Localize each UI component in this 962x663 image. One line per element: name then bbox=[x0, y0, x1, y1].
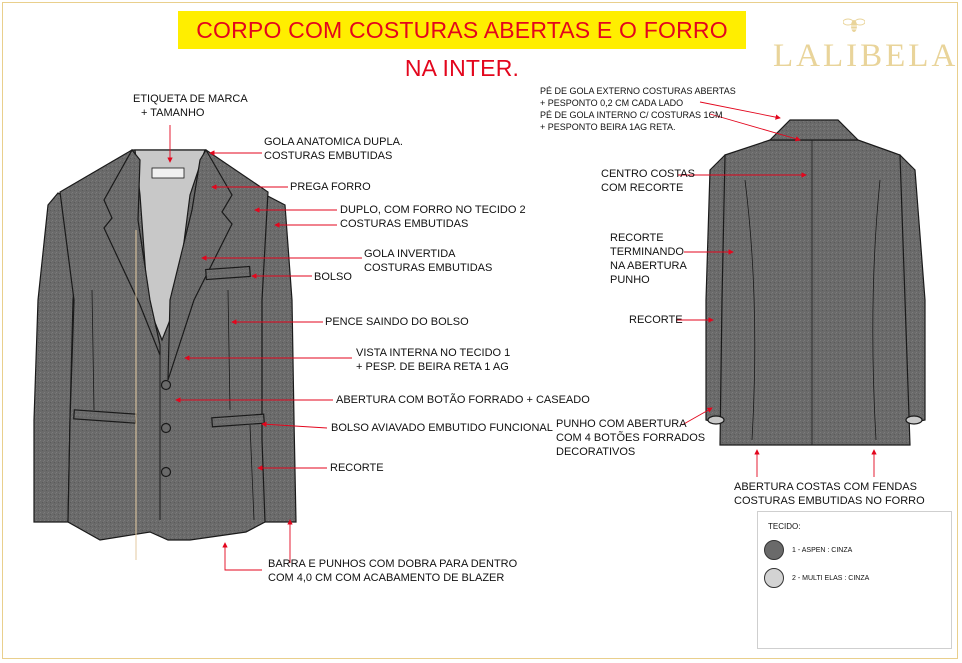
label-gola: GOLA ANATOMICA DUPLA. COSTURAS EMBUTIDAS bbox=[264, 136, 403, 162]
label-barra: BARRA E PUNHOS COM DOBRA PARA DENTRO COM 4,0 CM COM ACABAMENTO DE BLAZER bbox=[268, 558, 518, 584]
front-button-2 bbox=[162, 424, 171, 433]
legend-title: TECIDO: bbox=[768, 522, 801, 531]
label-pe-gola: PÉ DE GOLA EXTERNO COSTURAS ABERTAS + PESPONTO 0,2 CM CADA LADO PÉ DE GOLA INTERNO C/ COSTURAS 1CM + PESPONTO BEIRA 1AG RETA. bbox=[540, 86, 736, 132]
label-bolso: BOLSO bbox=[314, 271, 352, 283]
label-duplo: DUPLO, COM FORRO NO TECIDO 2 COSTURAS EMBUTIDAS bbox=[340, 204, 526, 230]
front-jacket bbox=[34, 150, 296, 540]
label-etiqueta: ETIQUETA DE MARCA + TAMANHO bbox=[133, 93, 248, 119]
back-collar bbox=[770, 120, 858, 140]
label-abertura-costas: ABERTURA COSTAS COM FENDAS COSTURAS EMBUTIDAS NO FORRO bbox=[734, 481, 925, 507]
brand-label bbox=[152, 168, 184, 178]
brand-logo: LALIBELA bbox=[773, 38, 959, 74]
front-button-1 bbox=[162, 381, 171, 390]
legend-item-1: 1 - ASPEN : CINZA bbox=[792, 547, 853, 554]
label-prega: PREGA FORRO bbox=[290, 181, 371, 193]
label-centro-costas: CENTRO COSTAS COM RECORTE bbox=[601, 168, 695, 194]
fabric-legend bbox=[757, 511, 952, 649]
back-body bbox=[720, 140, 910, 445]
label-recorte-costas: RECORTE bbox=[629, 314, 683, 326]
label-bolso-aviavado: BOLSO AVIAVADO EMBUTIDO FUNCIONAL bbox=[331, 422, 553, 434]
front-button-3 bbox=[162, 468, 171, 477]
label-pence: PENCE SAINDO DO BOLSO bbox=[325, 316, 469, 328]
label-punho: PUNHO COM ABERTURA COM 4 BOTÕES FORRADOS DECORATIVOS bbox=[556, 418, 706, 458]
label-vista: VISTA INTERNA NO TECIDO 1 + PESP. DE BEIRA RETA 1 AG bbox=[356, 347, 511, 373]
page-title: CORPO COM COSTURAS ABERTAS E O FORRO NA INTER. bbox=[178, 11, 746, 49]
back-jacket bbox=[706, 120, 925, 445]
label-gola-invertida: GOLA INVERTIDA COSTURAS EMBUTIDAS bbox=[364, 248, 493, 274]
legend-item-2: 2 - MULTI ELAS : CINZA bbox=[792, 575, 870, 582]
legend-swatch-2 bbox=[764, 568, 784, 588]
legend-swatch-1 bbox=[764, 540, 784, 560]
label-recorte-frente: RECORTE bbox=[330, 462, 384, 474]
arrow-barra bbox=[225, 543, 262, 570]
label-recorte-terminando: RECORTE TERMINANDO NA ABERTURA PUNHO bbox=[610, 232, 687, 286]
label-abertura: ABERTURA COM BOTÃO FORRADO + CASEADO bbox=[336, 394, 590, 406]
